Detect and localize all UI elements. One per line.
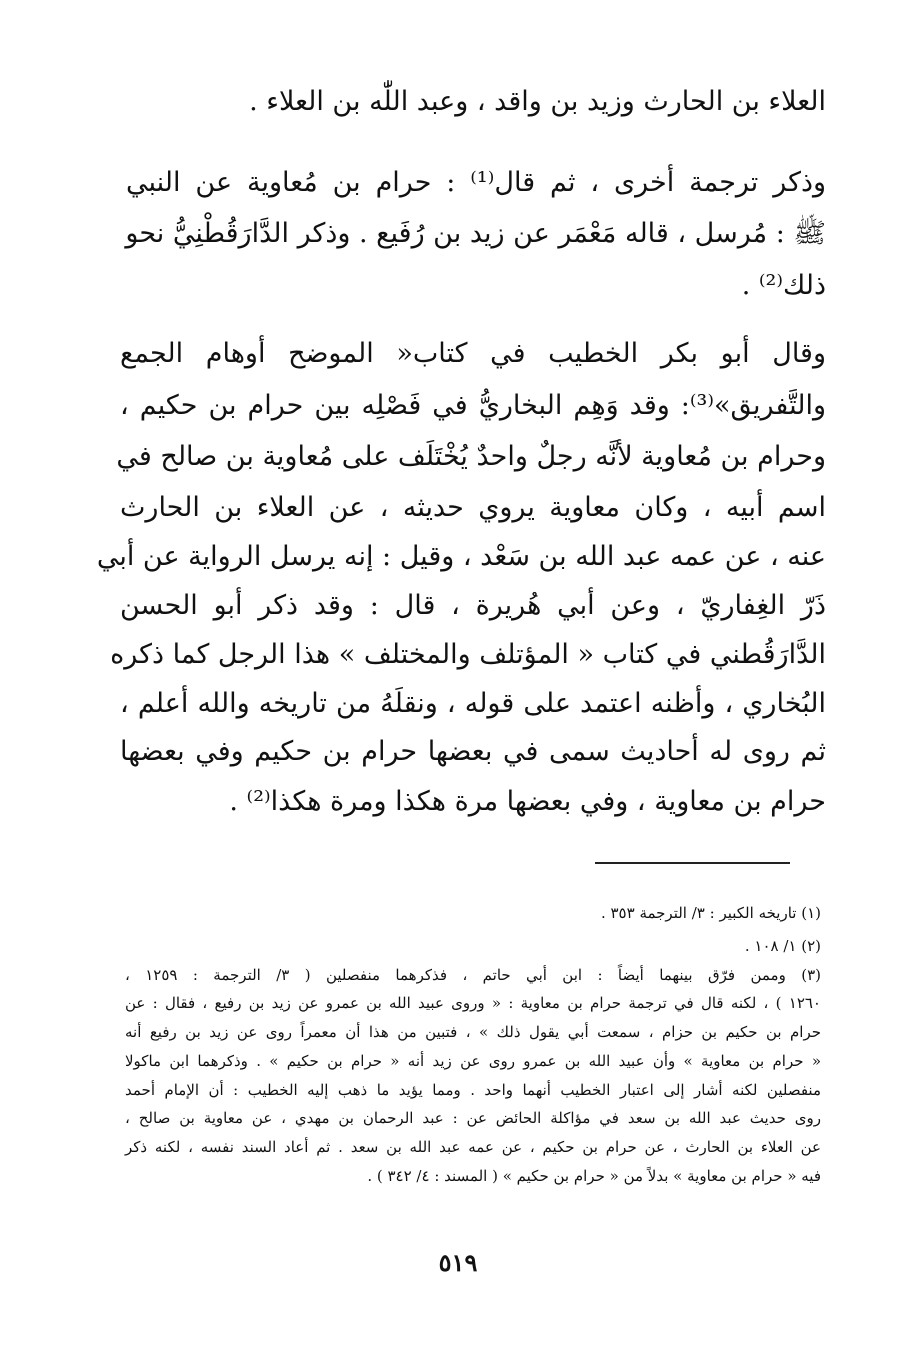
body-line: العلاء بن الحارث وزيد بن واقد ، وعبد اللّٰه بن العلاء .: [249, 86, 826, 117]
body-line: عنه ، عن عمه عبد الله بن سَعْد ، وقيل : إنه يرسل الرواية عن أبي: [96, 541, 826, 572]
body-line: اسم أبيه ، وكان معاوية يروي حديثه ، عن العلاء بن الحارث: [120, 492, 826, 523]
footnote-line: منفصلين لكنه أشار إلى اعتبار الخطيب أنهما واحد . ومما يؤيد ما ذهب إليه الخطيب : أن الإمام أحمد: [125, 1081, 821, 1099]
footnote-line: ١٢٦٠ ) ، لكنه قال في ترجمة حرام بن معاوية : « وروى عبيد الله بن عمرو عن زيد بن رفيع ، فقال : عن: [125, 994, 821, 1012]
footnote-line: (٣) وممن فرّق بينهما أيضاً : ابن أبي حاتم ، فذكرهما منفصلين ( ٣/ الترجمة : ١٢٥٩ ،: [125, 966, 821, 984]
body-line: البُخاري ، وأظنه اعتمد على قوله ، ونقلَهُ من تاريخه والله أعلم ،: [120, 688, 826, 719]
body-line: ثم روى له أحاديث سمى في بعضها حرام بن حكيم وفي بعضها: [120, 736, 826, 767]
body-line: وذكر ترجمة أخرى ، ثم قال⁽¹⁾ : حرام بن مُعاوية عن النبي: [126, 167, 827, 198]
footnote-line: روى حديث عبد الله بن سعد في مؤاكلة الحائض عن : عبد الرحمان بن مهدي ، عن معاوية بن صالح ،: [125, 1109, 821, 1127]
body-line: ﷺ : مُرسل ، قاله مَعْمَر عن زيد بن رُفَيع . وذكر الدَّارَقُطْنِيُّ نحو: [125, 218, 826, 249]
body-line: والتَّفريق»⁽³⁾: وقد وَهِم البخاريُّ في فَصْلِه بين حرام بن حكيم ،: [120, 390, 826, 421]
body-line: ذَرّ الغِفاريّ ، وعن أبي هُريرة ، قال : وقد ذكر أبو الحسن: [120, 590, 826, 621]
body-line: ذلك⁽²⁾ .: [741, 270, 826, 301]
page-number: ٥١٩: [438, 1248, 478, 1277]
footnote-line: حرام بن حكيم بن حزام ، سمعت أبي يقول ذلك » ، فتبين من هذا أن معمراً روى عن زيد بن رفيع أنه: [125, 1023, 821, 1041]
footnote-separator: [595, 862, 790, 864]
footnote-line: فيه « حرام بن معاوية » بدلاً من « حرام بن حكيم » ( المسند : ٤/ ٣٤٢ ) .: [367, 1167, 821, 1185]
body-line: وقال أبو بكر الخطيب في كتاب« الموضح أوهام الجمع: [120, 338, 826, 369]
body-line: الدَّارَقُطني في كتاب « المؤتلف والمختلف » هذا الرجل كما ذكره: [110, 639, 826, 670]
body-line: وحرام بن مُعاوية لأنَّه رجلٌ واحدٌ يُخْتَلَف على مُعاوية بن صالح في: [116, 441, 826, 472]
body-line: حرام بن معاوية ، وفي بعضها مرة هكذا ومرة هكذا⁽²⁾ .: [229, 786, 826, 817]
footnote-line: (١) تاريخه الكبير : ٣/ الترجمة ٣٥٣ .: [600, 904, 821, 922]
footnote-line: (٢) ١/ ١٠٨ .: [744, 937, 821, 955]
footnote-line: عن العلاء بن الحارث ، عن حرام بن حكيم ، عن عمه عبد الله بن سعد . ثم أعاد السند نفسه ، لكنه ذكر: [125, 1138, 821, 1156]
footnote-line: « حرام بن معاوية » وأن عبيد الله بن عمرو روى عن زيد أنه « حرام بن حكيم » . وذكرهما ابن ماكولا: [125, 1052, 821, 1070]
